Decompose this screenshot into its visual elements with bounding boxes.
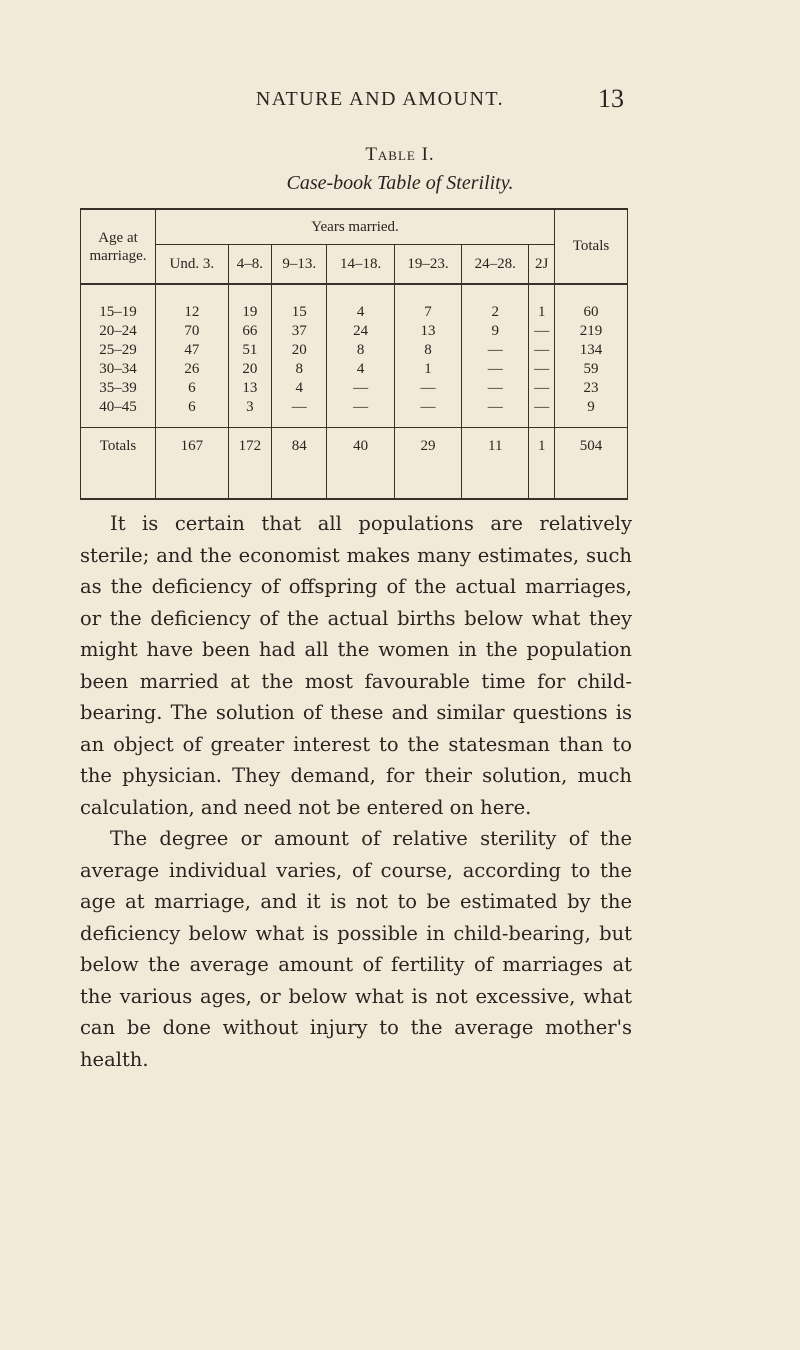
page-number: 13 xyxy=(598,84,624,113)
value-cell: — xyxy=(462,360,529,379)
column-total-cell: 29 xyxy=(394,428,461,500)
table-row xyxy=(81,322,628,341)
value-cell: 9 xyxy=(462,322,529,341)
column-total-cell: 84 xyxy=(272,428,327,500)
running-head xyxy=(0,84,800,118)
totals-row xyxy=(81,428,628,500)
value-cell: 20 xyxy=(272,341,327,360)
value-cell: 8 xyxy=(272,360,327,379)
grand-total-cell: 504 xyxy=(555,428,628,500)
age-cell: 30–34 xyxy=(81,360,156,379)
row-total-cell: 60 xyxy=(555,284,628,322)
age-cell: 40–45 xyxy=(81,398,156,428)
column-total-cell: 1 xyxy=(529,428,555,500)
running-title: NATURE AND AMOUNT. xyxy=(255,88,505,110)
totals-header: Totals xyxy=(555,209,628,284)
value-cell: — xyxy=(529,398,555,428)
value-cell: 13 xyxy=(228,379,271,398)
value-cell: 6 xyxy=(156,398,229,428)
value-cell: 4 xyxy=(327,284,394,322)
value-cell: 4 xyxy=(272,379,327,398)
value-cell: 51 xyxy=(228,341,271,360)
column-total-cell: 172 xyxy=(228,428,271,500)
paragraph: The degree or amount of relative sterility of the average individual varies, of course, according to the age at marriage, and it is not to be estimated by the deficiency below what is possible in child-bearing, but below the average amount of fertility of marriages at the various ages, or below what is not excessive, what can be done without injury to the average mother's health. xyxy=(80,827,632,1071)
age-header: Age at marriage. xyxy=(81,209,156,284)
value-cell: — xyxy=(327,398,394,428)
value-cell: 24 xyxy=(327,322,394,341)
table-row xyxy=(81,341,628,360)
age-cell: 25–29 xyxy=(81,341,156,360)
table-row xyxy=(81,284,628,322)
table-label: Table I. xyxy=(365,144,435,165)
table-row xyxy=(81,398,628,428)
value-cell: 13 xyxy=(394,322,461,341)
value-cell: 15 xyxy=(272,284,327,322)
interval-header: 4–8. xyxy=(228,245,271,285)
interval-header: 24–28. xyxy=(462,245,529,285)
value-cell: 12 xyxy=(156,284,229,322)
column-total-cell: 11 xyxy=(462,428,529,500)
table-caption xyxy=(0,144,800,195)
sterility-table xyxy=(80,208,628,500)
value-cell: 3 xyxy=(228,398,271,428)
value-cell: 66 xyxy=(228,322,271,341)
row-total-cell: 9 xyxy=(555,398,628,428)
age-cell: 35–39 xyxy=(81,379,156,398)
column-total-cell: 40 xyxy=(327,428,394,500)
interval-header: 9–13. xyxy=(272,245,327,285)
paragraph: It is certain that all populations are relatively sterile; and the economist makes many estimates, such as the deficiency of offspring of the actual marriages, or the deficiency of the actual births below what they might have been had all the women in the population been married at the most favourable time for child-bearing. The solution of these and similar questions is an object of greater interest to the statesman than to the physician. They demand, for their solution, much calculation, and need not be entered on here. xyxy=(80,512,632,819)
body-text xyxy=(80,508,632,1075)
value-cell: — xyxy=(327,379,394,398)
row-total-cell: 219 xyxy=(555,322,628,341)
interval-header: 2J xyxy=(529,245,555,285)
value-cell: 1 xyxy=(394,360,461,379)
years-married-header: Years married. xyxy=(156,209,555,245)
value-cell: — xyxy=(272,398,327,428)
value-cell: — xyxy=(394,379,461,398)
value-cell: 37 xyxy=(272,322,327,341)
value-cell: 2 xyxy=(462,284,529,322)
value-cell: — xyxy=(529,322,555,341)
totals-label: Totals xyxy=(81,428,156,500)
value-cell: 20 xyxy=(228,360,271,379)
value-cell: 47 xyxy=(156,341,229,360)
age-cell: 15–19 xyxy=(81,284,156,322)
interval-header: Und. 3. xyxy=(156,245,229,285)
value-cell: — xyxy=(462,341,529,360)
value-cell: — xyxy=(529,341,555,360)
row-total-cell: 23 xyxy=(555,379,628,398)
value-cell: 8 xyxy=(327,341,394,360)
value-cell: — xyxy=(462,398,529,428)
age-cell: 20–24 xyxy=(81,322,156,341)
value-cell: — xyxy=(462,379,529,398)
row-total-cell: 134 xyxy=(555,341,628,360)
interval-header: 19–23. xyxy=(394,245,461,285)
table-row xyxy=(81,360,628,379)
value-cell: 8 xyxy=(394,341,461,360)
value-cell: 26 xyxy=(156,360,229,379)
table-row xyxy=(81,379,628,398)
value-cell: 19 xyxy=(228,284,271,322)
value-cell: 70 xyxy=(156,322,229,341)
interval-header: 14–18. xyxy=(327,245,394,285)
column-total-cell: 167 xyxy=(156,428,229,500)
value-cell: 4 xyxy=(327,360,394,379)
value-cell: — xyxy=(529,360,555,379)
value-cell: 6 xyxy=(156,379,229,398)
table-subtitle: Case-book Table of Sterility. xyxy=(286,172,514,194)
value-cell: 7 xyxy=(394,284,461,322)
value-cell: — xyxy=(529,379,555,398)
row-total-cell: 59 xyxy=(555,360,628,379)
value-cell: 1 xyxy=(529,284,555,322)
value-cell: — xyxy=(394,398,461,428)
